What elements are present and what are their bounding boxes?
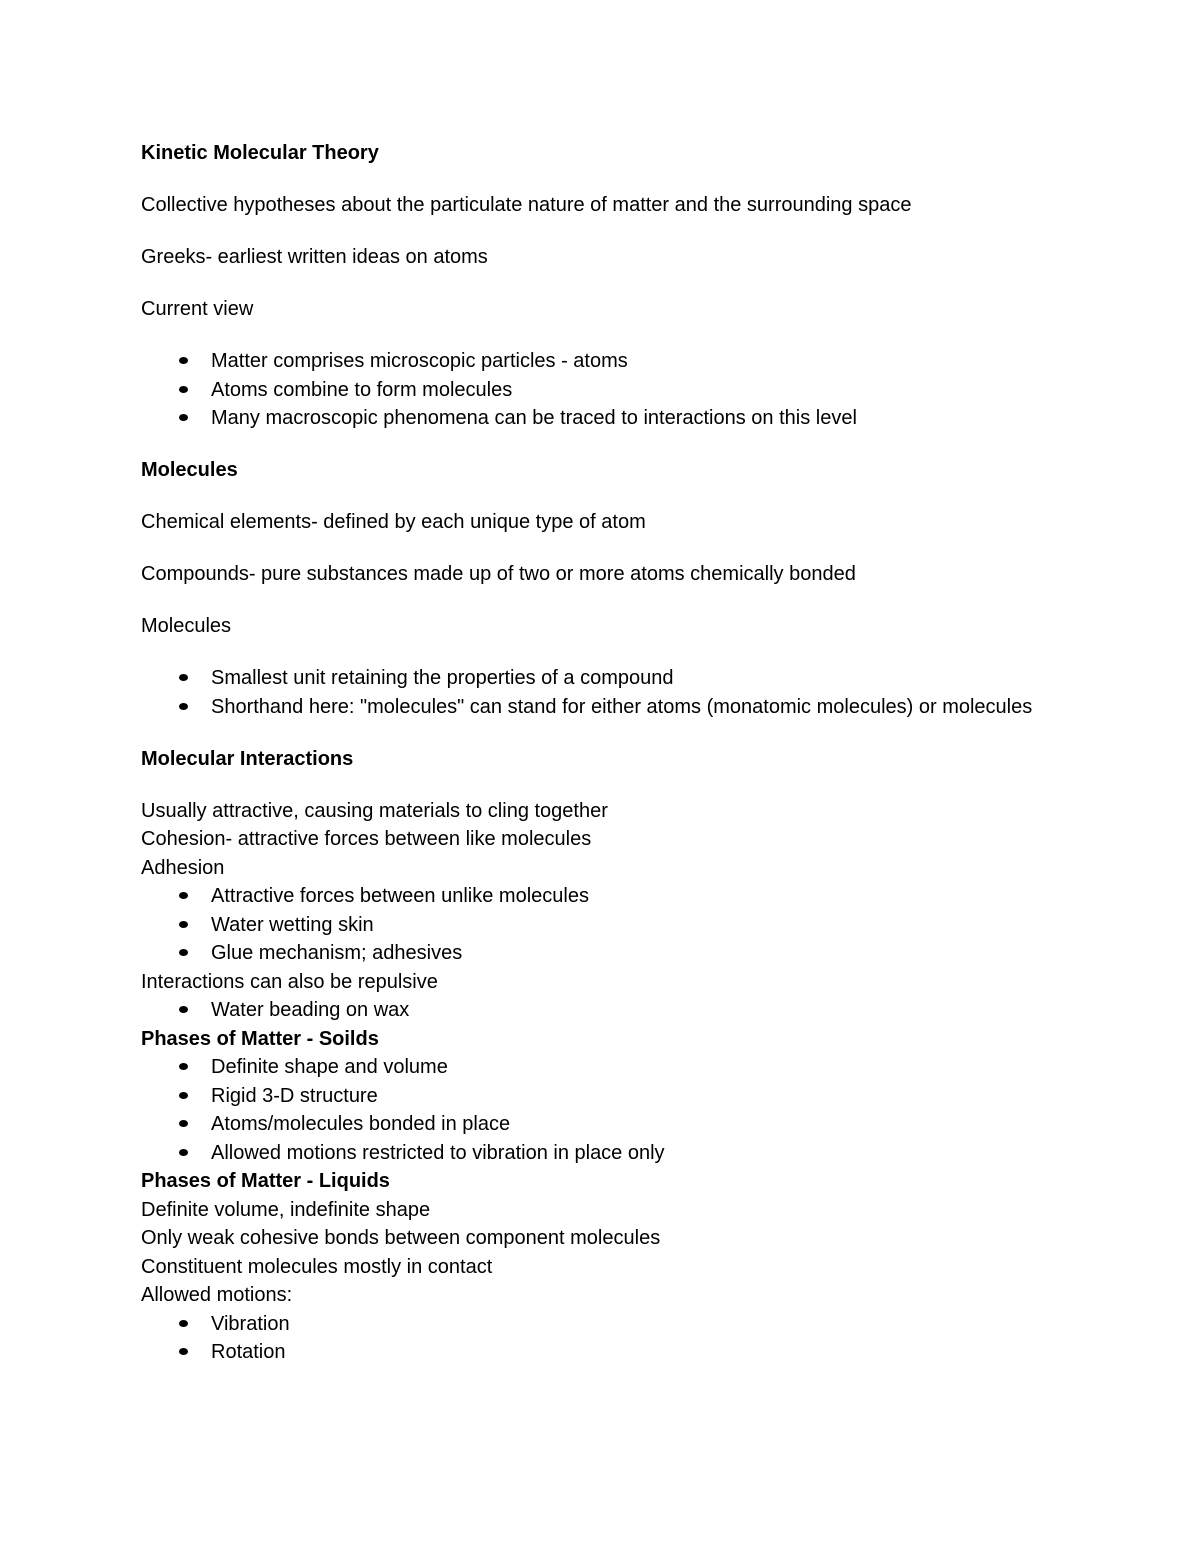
- bullet-icon: [179, 949, 188, 956]
- list-item: Many macroscopic phenomena can be traced to interactions on this level: [141, 404, 1061, 433]
- paragraph: Molecules: [141, 615, 232, 637]
- list-item: Rigid 3-D structure: [141, 1082, 1061, 1111]
- heading-phases-solids: Phases of Matter - Soilds: [141, 1027, 379, 1050]
- bullet-list: [141, 347, 1061, 433]
- heading-phases-liquids: Phases of Matter - Liquids: [141, 1170, 390, 1192]
- bullet-icon: [179, 921, 188, 928]
- document-page: [141, 139, 1061, 1367]
- list-item: Shorthand here: "molecules" can stand for either atoms (monatomic molecules) or molecules: [141, 693, 1071, 722]
- bullet-icon: [179, 1320, 188, 1327]
- bullet-icon: [179, 357, 188, 364]
- bullet-list: [141, 1053, 1061, 1167]
- bullet-icon: [179, 1149, 188, 1156]
- paragraph: Usually attractive, causing materials to cling together: [141, 799, 608, 822]
- bullet-icon: [179, 414, 188, 421]
- paragraph: Allowed motions:: [141, 1284, 293, 1306]
- bullet-list: [141, 1310, 1061, 1367]
- bullet-list: [141, 882, 1061, 968]
- paragraph: Interactions can also be repulsive: [141, 970, 438, 993]
- paragraph: Greeks- earliest written ideas on atoms: [141, 246, 488, 268]
- bullet-list: [141, 664, 1061, 721]
- heading-kinetic-molecular-theory: Kinetic Molecular Theory: [141, 142, 379, 164]
- bullet-icon: [179, 703, 188, 710]
- paragraph: Only weak cohesive bonds between component molecules: [141, 1227, 661, 1249]
- bullet-icon: [179, 1348, 188, 1355]
- paragraph: Adhesion: [141, 856, 225, 879]
- list-item: Definite shape and volume: [141, 1053, 1061, 1082]
- bullet-icon: [179, 674, 188, 681]
- paragraph: Current view: [141, 298, 254, 320]
- bullet-list: [141, 996, 1061, 1025]
- bullet-icon: [179, 1120, 188, 1127]
- bullet-icon: [179, 1063, 188, 1070]
- list-item: Water wetting skin: [141, 911, 1061, 940]
- list-item: Atoms combine to form molecules: [141, 376, 1061, 405]
- bullet-icon: [179, 1006, 188, 1013]
- list-item: Attractive forces between unlike molecules: [141, 882, 1061, 911]
- paragraph: Collective hypotheses about the particulate nature of matter and the surrounding space: [141, 194, 912, 216]
- bullet-icon: [179, 1092, 188, 1099]
- bullet-icon: [179, 386, 188, 393]
- heading-molecules: Molecules: [141, 459, 238, 481]
- paragraph: Cohesion- attractive forces between like molecules: [141, 828, 592, 850]
- heading-molecular-interactions: Molecular Interactions: [141, 747, 354, 770]
- list-item: Rotation: [141, 1338, 1061, 1367]
- paragraph: Chemical elements- defined by each unique type of atom: [141, 511, 646, 533]
- paragraph: Constituent molecules mostly in contact: [141, 1255, 493, 1278]
- list-item: Matter comprises microscopic particles - atoms: [141, 347, 1061, 376]
- paragraph: Definite volume, indefinite shape: [141, 1198, 431, 1221]
- list-item: Water beading on wax: [141, 996, 1061, 1025]
- list-item: Glue mechanism; adhesives: [141, 939, 1061, 968]
- list-item: Smallest unit retaining the properties of a compound: [141, 664, 1061, 693]
- paragraph: Compounds- pure substances made up of two or more atoms chemically bonded: [141, 563, 856, 585]
- list-item: Allowed motions restricted to vibration in place only: [141, 1139, 1061, 1168]
- bullet-icon: [179, 892, 188, 899]
- list-item: Vibration: [141, 1310, 1061, 1339]
- list-item: Atoms/molecules bonded in place: [141, 1110, 1061, 1139]
